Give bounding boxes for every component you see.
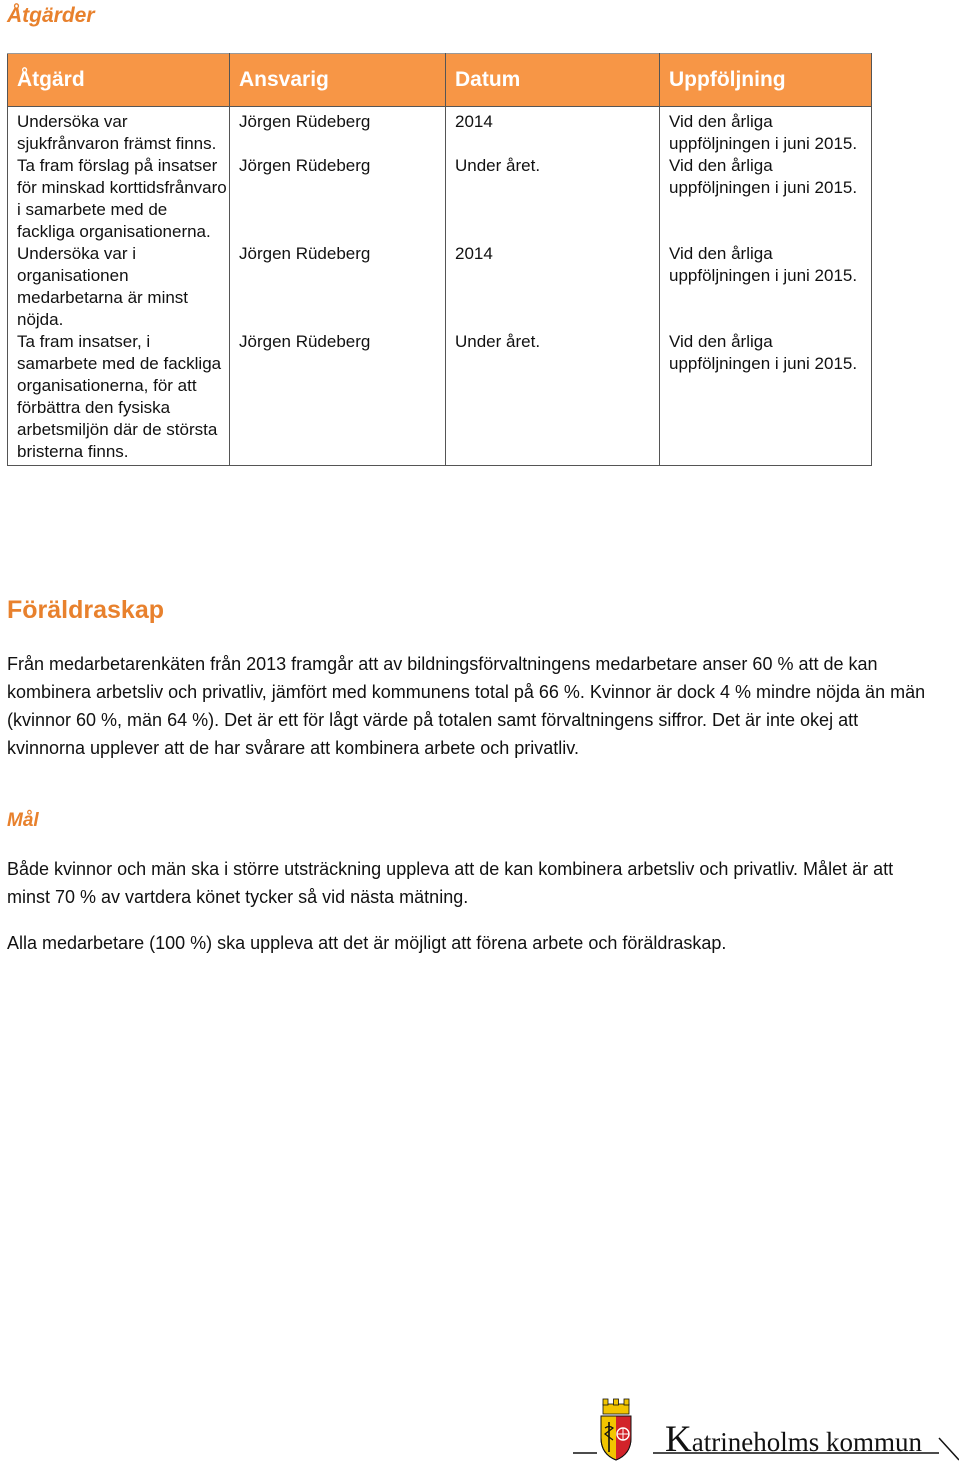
cell-atgard: Undersöka var i organisationen medarbetarna är minst nöjda. (8, 243, 230, 331)
cell-uppfoljning: Vid den årliga uppföljningen i juni 2015. (660, 243, 872, 331)
cell-datum: 2014 (446, 243, 660, 331)
table-header-row (8, 54, 872, 107)
cell-uppfoljning: Vid den årliga uppföljningen i juni 2015. (660, 107, 872, 156)
cell-ansvarig: Jörgen Rüdeberg (230, 243, 446, 331)
section-heading-atgarder: Åtgärder (7, 4, 95, 27)
logo-wordmark: Katrineholms kommun (665, 1419, 922, 1460)
cell-ansvarig: Jörgen Rüdeberg (230, 155, 446, 243)
cell-uppfoljning: Vid den årliga uppföljningen i juni 2015. (660, 155, 872, 243)
column-header-uppfoljning: Uppföljning (660, 54, 872, 107)
table-row (8, 331, 872, 466)
cell-atgard: Undersöka var sjukfrånvaron främst finns. (8, 107, 230, 156)
section-heading-mal: Mål (7, 810, 39, 831)
katrineholm-logo (573, 1398, 959, 1462)
cell-ansvarig: Jörgen Rüdeberg (230, 331, 446, 466)
cell-datum: Under året. (446, 155, 660, 243)
table-row (8, 155, 872, 243)
table-row (8, 243, 872, 331)
column-header-datum: Datum (446, 54, 660, 107)
paragraph-goal: Både kvinnor och män ska i större utsträckning uppleva att de kan kombinera arbetsliv och privatliv. Målet är att minst 70 % av vartdera könet tycker så vid nästa mätning. (7, 859, 894, 907)
cell-uppfoljning: Vid den årliga uppföljningen i juni 2015. (660, 331, 872, 466)
cell-atgard: Ta fram förslag på insatser för minskad korttidsfrånvaro i samarbete med de fackliga organisationerna. (8, 155, 230, 243)
table-row (8, 107, 872, 156)
section-heading-foraldraskap: Föräldraskap (7, 596, 165, 624)
paragraph-goal-all-employees: Alla medarbetare (100 %) ska uppleva att det är möjligt att förena arbete och föräldraskap. (7, 933, 727, 953)
paragraph-survey-results: Från medarbetarenkäten från 2013 framgår att av bildningsförvaltningens medarbetare anser 60 % att de kan kombinera arbetsliv och privatliv, jämfört med kommunens total på 66 %. Kvinnor är dock 4 % mindre nöjda än män (kvinnor 60 %, män 64 %). Det är ett för lågt värde på totalen samt förvaltningens siffror. Det är inte okej att kvinnorna upplever att de har svårare att kombinera arbete och privatliv. (7, 654, 926, 758)
column-header-ansvarig: Ansvarig (230, 54, 446, 107)
actions-table (7, 53, 872, 466)
column-header-atgard: Åtgärd (8, 54, 230, 107)
cell-ansvarig: Jörgen Rüdeberg (230, 107, 446, 156)
cell-atgard: Ta fram insatser, i samarbete med de fackliga organisationerna, för att förbättra den fysiska arbetsmiljön där de största bristerna finns. (8, 331, 230, 466)
cell-datum: Under året. (446, 331, 660, 466)
cell-datum: 2014 (446, 107, 660, 156)
